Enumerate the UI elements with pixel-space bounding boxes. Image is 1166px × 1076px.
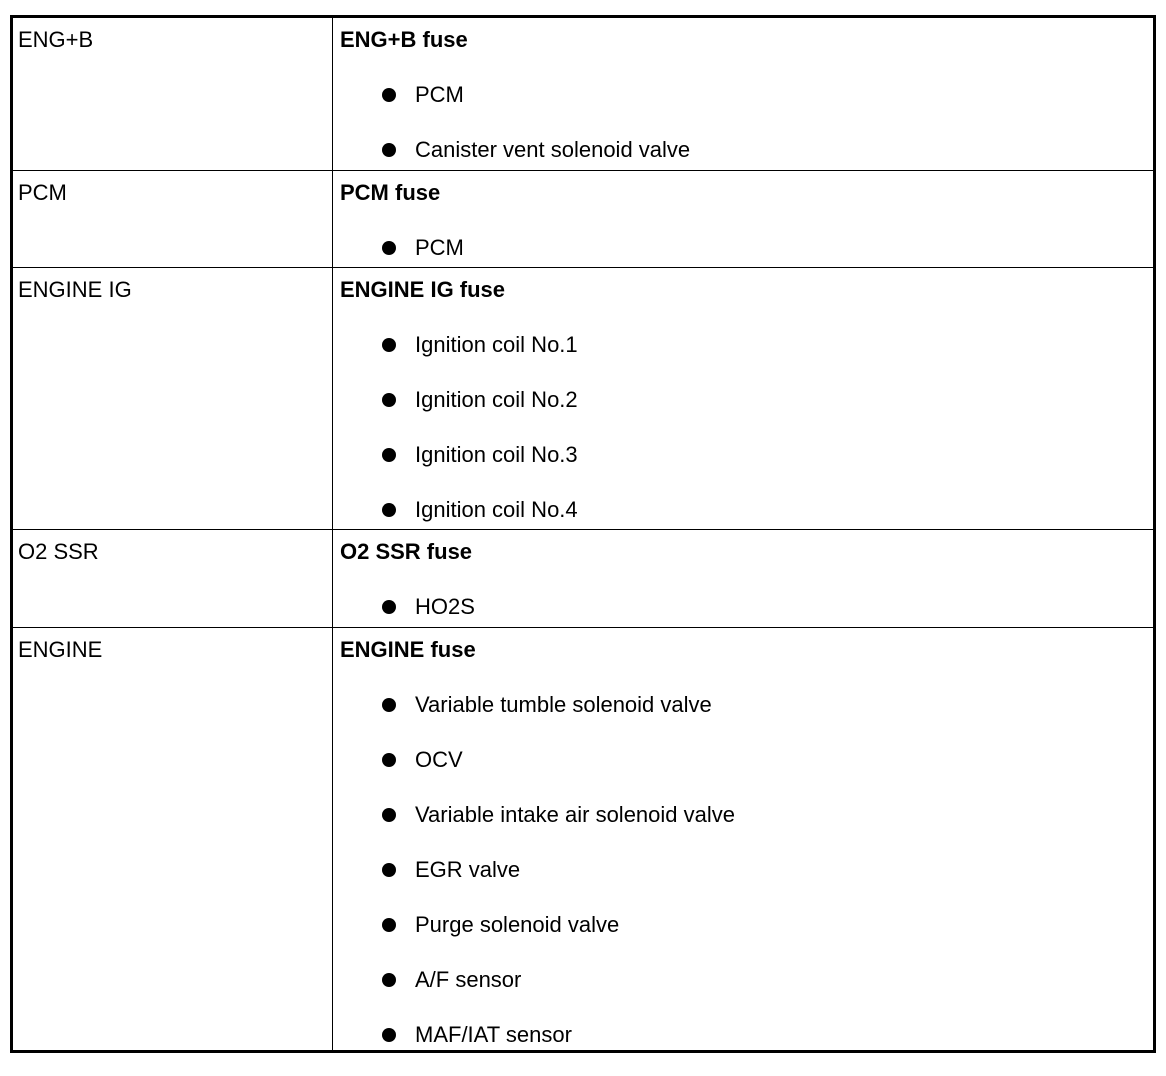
bullet-icon — [382, 863, 396, 877]
component-label: EGR valve — [415, 857, 521, 882]
fuse-detail-cell — [334, 530, 1153, 627]
fuse-title: ENGINE fuse — [340, 637, 476, 662]
bullet-icon — [382, 1028, 396, 1042]
component-label: Ignition coil No.2 — [415, 387, 578, 412]
bullet-icon — [382, 393, 396, 407]
fuse-table — [10, 15, 1156, 1053]
bullet-icon — [382, 241, 396, 255]
fuse-name-cell — [13, 530, 333, 627]
bullet-icon — [382, 753, 396, 767]
bullet-icon — [382, 143, 396, 157]
table-row — [13, 18, 1153, 171]
bullet-icon — [382, 448, 396, 462]
fuse-title: O2 SSR fuse — [340, 539, 473, 564]
fuse-name: ENG+B — [18, 27, 94, 52]
bullet-icon — [382, 88, 396, 102]
component-label: Ignition coil No.3 — [415, 442, 578, 467]
fuse-detail-cell — [334, 268, 1153, 529]
fuse-detail-cell — [334, 171, 1153, 267]
fuse-name: PCM — [18, 180, 67, 205]
component-label: Canister vent solenoid valve — [415, 137, 691, 162]
component-label: PCM — [415, 82, 464, 107]
fuse-name-cell — [13, 171, 333, 267]
component-label: Variable tumble solenoid valve — [415, 692, 712, 717]
fuse-title: ENGINE IG fuse — [340, 277, 506, 302]
component-label: MAF/IAT sensor — [415, 1022, 572, 1047]
table-row — [13, 268, 1153, 530]
component-label: A/F sensor — [415, 967, 522, 992]
component-label: OCV — [415, 747, 463, 772]
component-label: PCM — [415, 235, 464, 260]
bullet-icon — [382, 808, 396, 822]
fuse-name: ENGINE IG — [18, 277, 132, 302]
bullet-icon — [382, 338, 396, 352]
component-label: Ignition coil No.4 — [415, 497, 578, 522]
fuse-detail-cell — [334, 628, 1153, 1050]
table-row — [13, 628, 1153, 1050]
component-label: Variable intake air solenoid valve — [415, 802, 735, 827]
fuse-name-cell — [13, 268, 333, 529]
fuse-detail-cell — [334, 18, 1153, 170]
bullet-icon — [382, 918, 396, 932]
component-label: Purge solenoid valve — [415, 912, 620, 937]
fuse-name-cell — [13, 628, 333, 1050]
component-label: HO2S — [415, 594, 475, 619]
bullet-icon — [382, 973, 396, 987]
component-label: Ignition coil No.1 — [415, 332, 578, 357]
bullet-icon — [382, 698, 396, 712]
fuse-name-cell — [13, 18, 333, 170]
bullet-icon — [382, 600, 396, 614]
fuse-name: O2 SSR — [18, 539, 99, 564]
table-row — [13, 171, 1153, 268]
fuse-title: PCM fuse — [340, 180, 441, 205]
bullet-icon — [382, 503, 396, 517]
fuse-title: ENG+B fuse — [340, 27, 468, 52]
fuse-name: ENGINE — [18, 637, 103, 662]
table-row — [13, 530, 1153, 628]
